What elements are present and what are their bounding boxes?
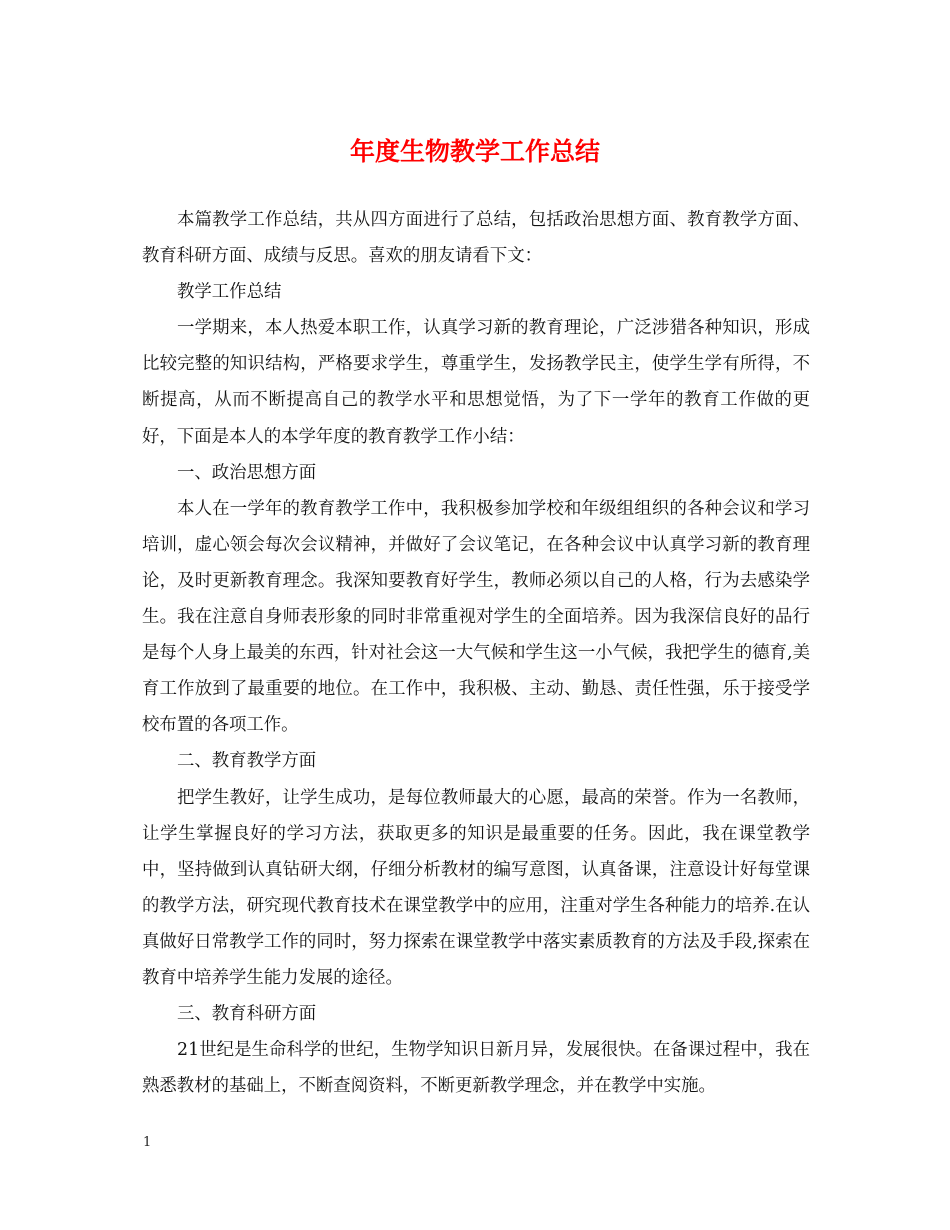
body-paragraph: 本人在一学年的教育教学工作中，我积极参加学校和年级组组织的各种会议和学习培训，虚心领会每次会议精神，并做好了会议笔记，在各种会议中认真学习新的教育理论，及时更新教育理念。我深知要教育好学生，教师必须以自己的人格，行为去感染学生。我在注意自身师表形象的同时非常重视对学生的全面培养。因为我深信良好的品行是每个人身上最美的东西，针对社会这一大气候和学生这一小气候，我把学生的德育,美育工作放到了最重要的地位。在工作中，我积极、主动、勤恳、责任性强，乐于接受学校布置的各项工作。 [142,498,810,736]
body-paragraph: 一学期来，本人热爱本职工作，认真学习新的教育理论，广泛涉猎各种知识，形成比较完整的知识结构，严格要求学生，尊重学生，发扬教学民主，使学生学有所得，不断提高，从而不断提高自己的教学水平和思想觉悟，为了下一学年的教育工作做的更好，下面是本人的本学年度的教育教学工作小结： [142,318,810,447]
section-heading: 一、政治思想方面 [177,462,317,483]
section-heading: 二、教育教学方面 [177,751,317,772]
body-paragraph: 把学生教好，让学生成功，是每位教师最大的心愿，最高的荣誉。作为一名教师，让学生掌握良好的学习方法，获取更多的知识是最重要的任务。因此，我在课堂教学中，坚持做到认真钻研大纲，仔细分析教材的编写意图，认真备课，注意设计好每堂课的教学方法，研究现代教育技术在课堂教学中的应用，注重对学生各种能力的培养.在认真做好日常教学工作的同时，努力探索在课堂教学中落实素质教育的方法及手段,探索在教育中培养学生能力发展的途径。 [142,787,810,988]
intro-paragraph: 本篇教学工作总结，共从四方面进行了总结，包括政治思想方面、教育教学方面、教育科研方面、成绩与反思。喜欢的朋友请看下文： [142,210,810,267]
document-body [142,202,810,1104]
body-paragraph: 21世纪是生命科学的世纪，生物学知识日新月异，发展很快。在备课过程中，我在熟悉教材的基础上，不断查阅资料，不断更新教学理念，并在教学中实施。 [142,1040,810,1097]
page-number: 1 [143,1135,152,1150]
section-heading: 三、教育科研方面 [177,1004,317,1025]
section-heading: 教学工作总结 [177,282,282,303]
page-title: 年度生物教学工作总结 [349,137,600,166]
